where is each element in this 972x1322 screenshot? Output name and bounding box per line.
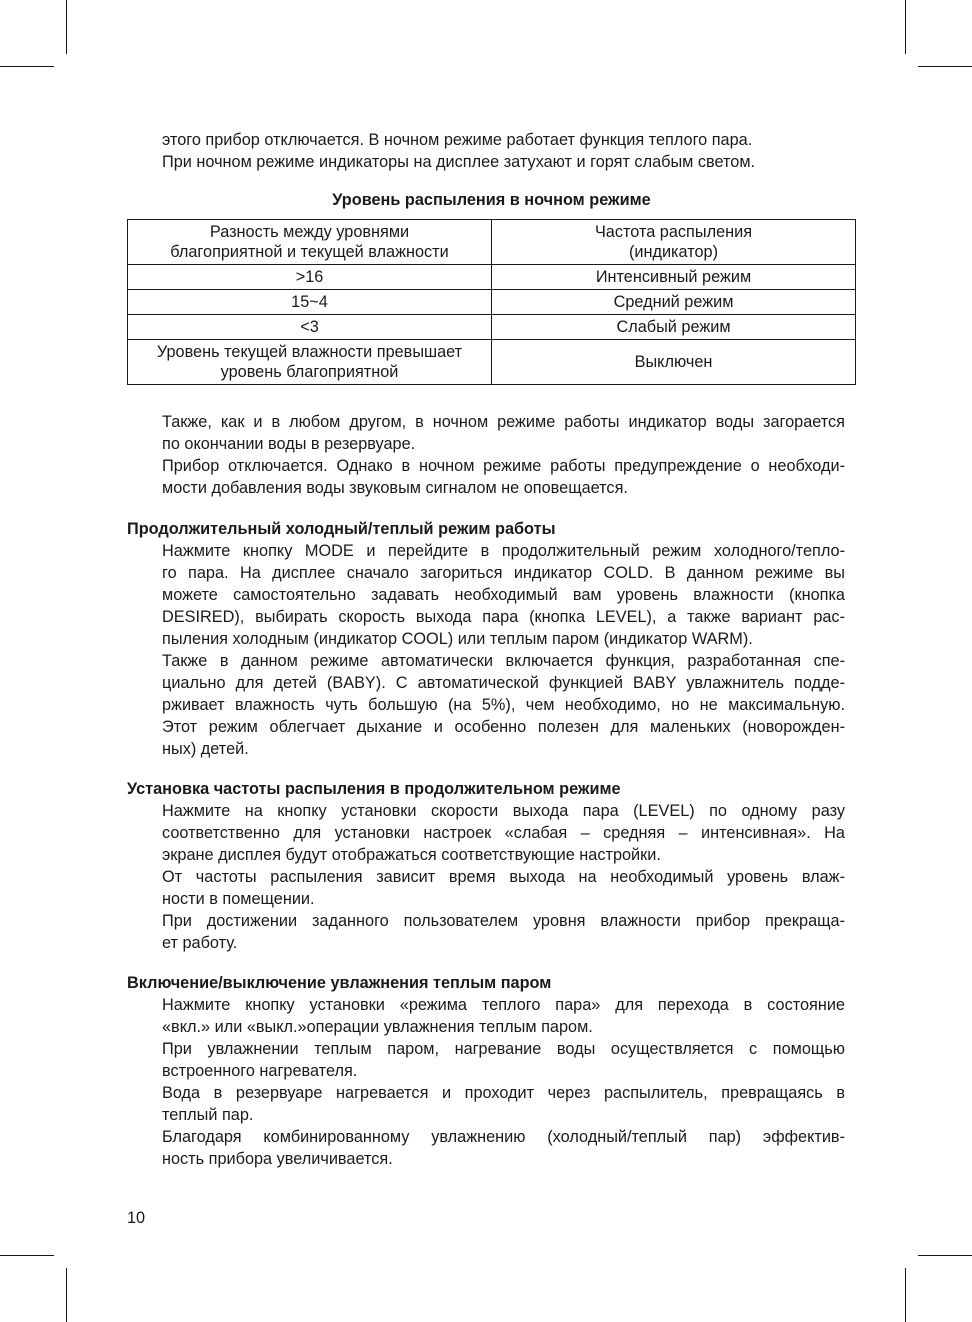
- table-cell-difference-line-2: уровень благоприятной: [220, 363, 399, 381]
- table-header-difference-line-2: благоприятной и текущей влажности: [170, 243, 449, 261]
- section2-line: Нажмите на кнопку установки скорости выхода пара (LEVEL) по одному разу: [162, 802, 845, 820]
- section1-line: ных) детей.: [162, 740, 249, 758]
- section1-line: пыления холодным (индикатор COOL) или теплым паром (индикатор WARM).: [162, 630, 753, 648]
- section2-line: ности в помещении.: [162, 890, 315, 908]
- section-heading: Установка частоты распыления в продолжительном режиме: [127, 780, 621, 798]
- section3-line: Вода в резервуаре нагревается и проходит через распылитель, превращаясь в: [162, 1084, 845, 1102]
- table-row-last: [128, 340, 856, 385]
- table-row: [128, 290, 856, 315]
- section-heading: Продолжительный холодный/теплый режим работы: [127, 520, 556, 538]
- section3-line: Благодаря комбинированному увлажнению (холодный/теплый пар) эффектив-: [162, 1128, 845, 1146]
- section1-line: Нажмите кнопку MODE и перейдите в продолжительный режим холодного/тепло-: [162, 542, 845, 560]
- section2-line: экране дисплея будут отображаться соответствующие настройки.: [162, 846, 661, 864]
- crop-mark-top-left-v: [66, 0, 67, 54]
- table-header-difference-line-1: Разность между уровнями: [209, 223, 410, 241]
- table-header-row: [128, 220, 856, 265]
- table-cell-difference-line-1: Уровень текущей влажности превышает: [156, 343, 463, 361]
- note-line: Прибор отключается. Однако в ночном режиме работы предупреждение о необходи-: [162, 457, 845, 475]
- section2-line: соответственно для установки настроек «слабая – средняя – интенсивная». На: [162, 824, 845, 842]
- crop-mark-bottom-left-h: [0, 1255, 54, 1256]
- table-header-frequency: [492, 220, 856, 265]
- intro-line-1: этого прибор отключается. В ночном режиме работает функция теплого пара.: [162, 131, 753, 149]
- section3-line: встроенного нагревателя.: [162, 1062, 358, 1080]
- table-cell-difference: 15~4: [128, 290, 492, 315]
- crop-mark-top-left-h: [0, 66, 54, 67]
- section1-line: циально для детей (BABY). С автоматической функцией BABY увлажнитель подде-: [162, 674, 845, 692]
- section3-line: «вкл.» или «выкл.»операции увлажнения теплым паром.: [162, 1018, 593, 1036]
- section1-line: рживает влажность чуть большую (на 5%), чем необходимо, но не максимальную.: [162, 696, 845, 714]
- page-number: 10: [127, 1209, 146, 1227]
- note-line: по окончании воды в резервуаре.: [162, 435, 416, 453]
- table-caption: Уровень распыления в ночном режиме: [332, 191, 651, 209]
- crop-mark-bottom-right-h: [918, 1255, 972, 1256]
- section1-line: можете самостоятельно задавать необходимый вам уровень влажности (кнопка: [162, 586, 845, 604]
- table-cell-mode: Выключен: [492, 340, 856, 385]
- note-line: мости добавления воды звуковым сигналом не оповещается.: [162, 479, 628, 497]
- section1-line: Этот режим облегчает дыхание и особенно полезен для маленьких (новорожден-: [162, 718, 845, 736]
- crop-mark-bottom-left-v: [66, 1268, 67, 1322]
- section1-line: го пара. На дисплее сначало загориться индикатор COLD. В данном режиме вы: [162, 564, 845, 582]
- crop-mark-top-right-v: [905, 0, 906, 54]
- intro-line-2: При ночном режиме индикаторы на дисплее затухают и горят слабым светом.: [162, 153, 756, 171]
- table-header-frequency-line-1: Частота распыления: [594, 223, 753, 241]
- table-cell-difference: <3: [128, 315, 492, 340]
- section1-line: DESIRED), выбирать скорость выхода пара (кнопка LEVEL), а также вариант рас-: [162, 608, 845, 626]
- table-row: [128, 265, 856, 290]
- crop-mark-top-right-h: [918, 66, 972, 67]
- table-cell-mode: Слабый режим: [492, 315, 856, 340]
- table-cell-difference: [128, 340, 492, 385]
- section1-line: Также в данном режиме автоматически включается функция, разработанная спе-: [162, 652, 845, 670]
- table-cell-difference: >16: [128, 265, 492, 290]
- note-line: Также, как и в любом другом, в ночном режиме работы индикатор воды загорается: [162, 413, 845, 431]
- section-heading: Включение/выключение увлажнения теплым паром: [127, 974, 552, 992]
- section3-line: теплый пар.: [162, 1106, 254, 1124]
- section2-line: ет работу.: [162, 934, 238, 952]
- section3-line: Нажмите кнопку установки «режима теплого пара» для перехода в состояние: [162, 996, 845, 1014]
- table-row: [128, 315, 856, 340]
- section2-line: От частоты распыления зависит время выхода на необходимый уровень влаж-: [162, 868, 845, 886]
- crop-mark-bottom-right-v: [905, 1268, 906, 1322]
- table-cell-mode: Средний режим: [492, 290, 856, 315]
- table-header-difference: [128, 220, 492, 265]
- section3-line: ность прибора увеличивается.: [162, 1150, 393, 1168]
- section3-line: При увлажнении теплым паром, нагревание воды осуществляется с помощью: [162, 1040, 845, 1058]
- table-cell-mode: Интенсивный режим: [492, 265, 856, 290]
- table-header-frequency-line-2: (индикатор): [628, 243, 719, 261]
- section2-line: При достижении заданного пользователем уровня влажности прибор прекраща-: [162, 912, 845, 930]
- night-mode-table: [127, 219, 856, 385]
